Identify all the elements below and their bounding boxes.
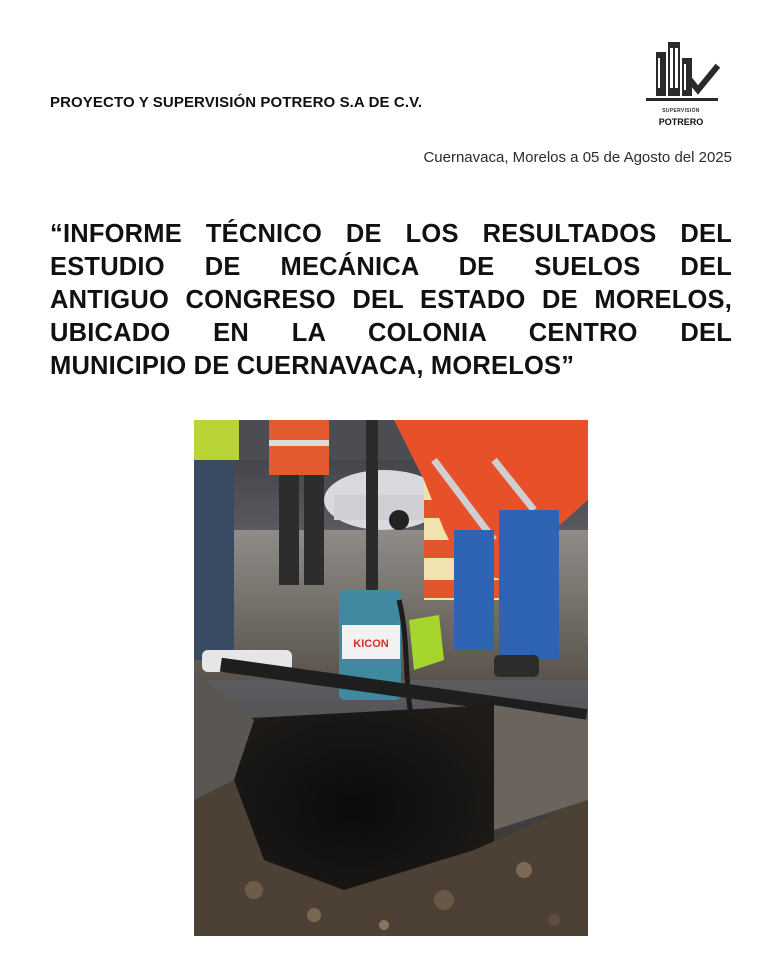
title-line: ESTUDIO DE MECÁNICA DE SUELOS DEL bbox=[50, 253, 732, 281]
field-work-photo-icon bbox=[194, 420, 588, 936]
logo-name: POTRERO bbox=[658, 117, 704, 127]
sticker-label: KICON bbox=[353, 638, 389, 650]
place-and-date: Cuernavaca, Morelos a 05 de Agosto del 2025 bbox=[423, 149, 732, 166]
report-title bbox=[50, 218, 732, 383]
soil-sampling-photo bbox=[194, 420, 588, 936]
title-line: UBICADO EN LA COLONIA CENTRO DEL bbox=[50, 319, 732, 347]
title-line: “INFORME TÉCNICO DE LOS RESULTADOS DEL bbox=[50, 220, 732, 248]
logo-subtitle: SUPERVISIÓN bbox=[662, 108, 700, 114]
title-line: MUNICIPIO DE CUERNAVACA, MORELOS” bbox=[50, 352, 575, 380]
building-logo-icon bbox=[640, 38, 722, 108]
company-logo bbox=[640, 38, 722, 134]
company-name: PROYECTO Y SUPERVISIÓN POTRERO S.A DE C.V. bbox=[50, 94, 423, 111]
title-line: ANTIGUO CONGRESO DEL ESTADO DE MORELOS, bbox=[50, 286, 732, 314]
